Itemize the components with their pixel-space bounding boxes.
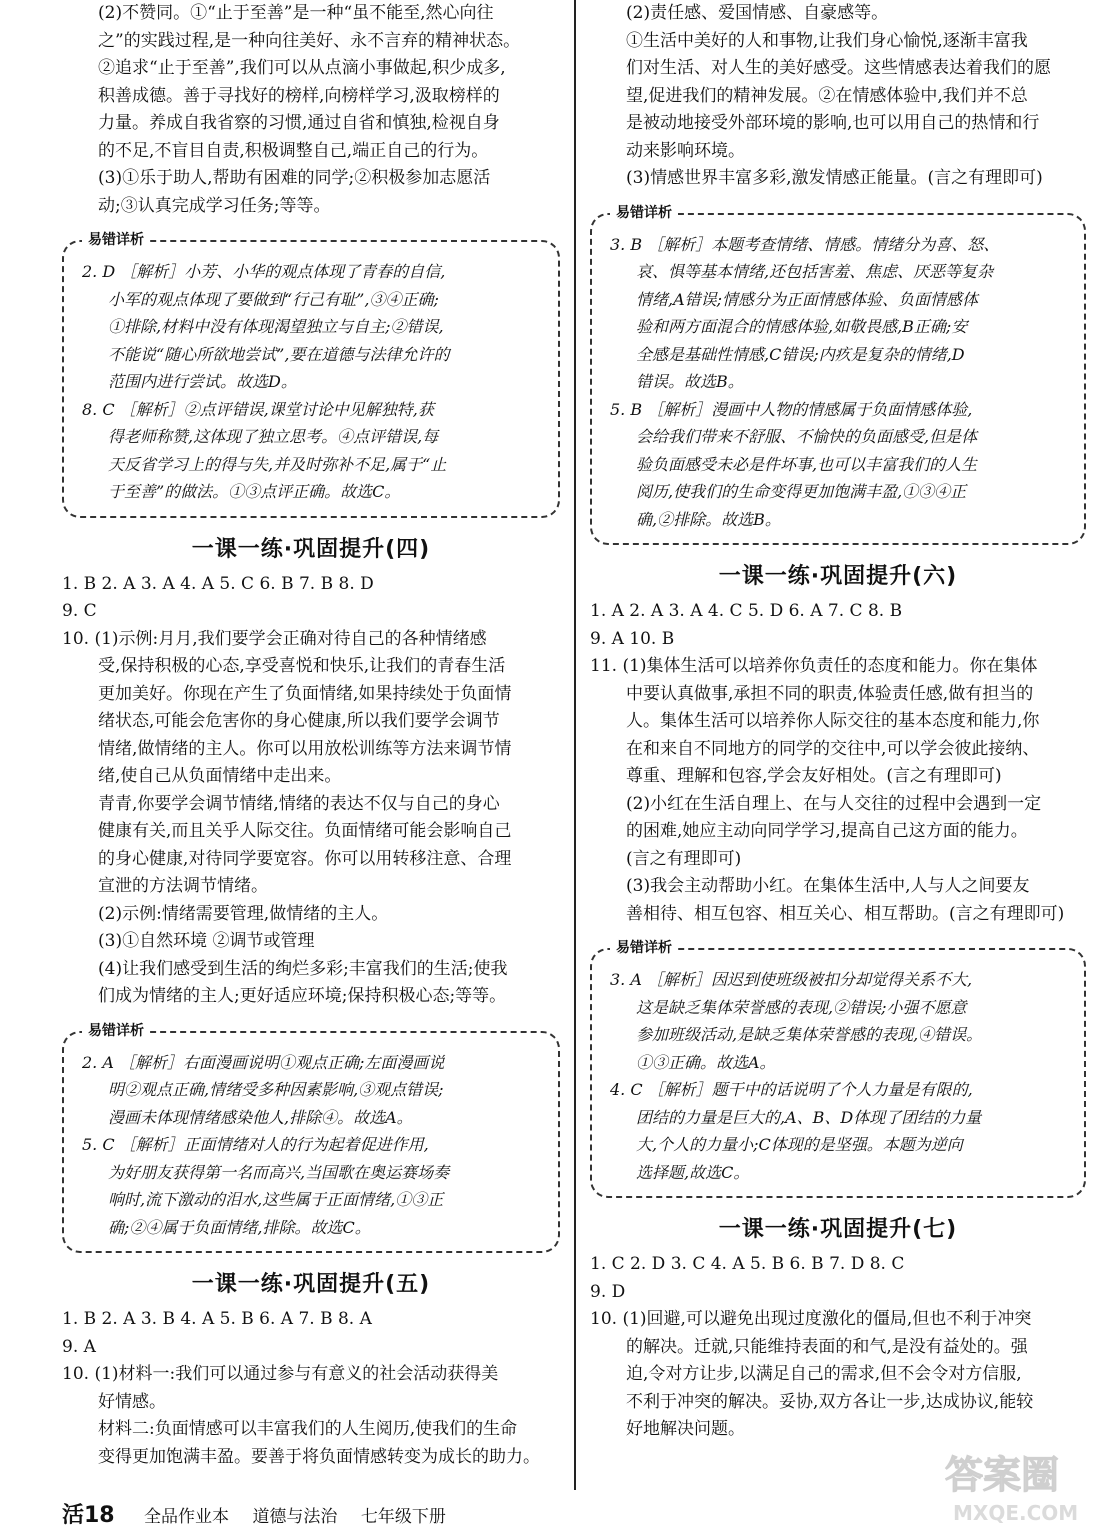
text-line: 力量。养成自我省察的习惯,通过自省和慎独,检视自身: [98, 113, 500, 133]
box-line: 会给我们带来不舒服、不愉快的负面感受,但是体: [636, 427, 978, 446]
box-line: ①排除,材料中没有体现渴望独立与自主;②错误,: [108, 317, 444, 336]
box-line: ①③正确。故选A。: [636, 1052, 776, 1072]
text-line: 善相待、相互包容、相互关心、相互帮助。(言之有理即可): [626, 903, 1065, 924]
text-line: 的困难,她应主动向同学学习,提高自己这方面的能力。: [626, 821, 1028, 841]
page-number: 活18: [62, 1503, 115, 1528]
box-line: 2. A ［解析］右面漫画说明①观点正确;左面漫画说: [82, 1052, 445, 1072]
box-label: 易错详析: [82, 1020, 150, 1040]
text-line: 好情感。: [98, 1391, 166, 1412]
right-top-text: [590, 0, 1086, 193]
box-line: 参加班级活动,是缺乏集体荣誉感的表现,④错误。: [636, 1025, 983, 1044]
text-line: 在和来自不同地方的同学的交往中,可以学会彼此接纳、: [626, 738, 1040, 759]
box-line: 4. C ［解析］题干中的话说明了个人力量是有限的,: [610, 1080, 973, 1099]
text-line: 的解决。迁就,只能维持表面的和气,是没有益处的。强: [626, 1336, 1028, 1357]
text-line: (2)小红在生活自理上、在与人交往的过程中会遇到一定: [626, 793, 1042, 814]
box-line: 情绪,A错误;情感分为正面情感体验、负面情感体: [636, 289, 979, 309]
text-line: 迫,令对方让步,以满足自己的需求,但不会令对方信服,: [626, 1364, 1022, 1384]
text-line: 10. (1)回避,可以避免出现过度激化的僵局,但也不利于冲突: [590, 1309, 1032, 1329]
text-line: (3)情感世界丰富多彩,激发情感正能量。(言之有理即可): [626, 168, 1043, 188]
text-line: 动;③认真完成学习任务;等等。: [98, 195, 331, 216]
box-line: 为好朋友获得第一名而高兴,当国歌在奥运赛场奏: [108, 1162, 450, 1182]
box-line: 于至善”的做法。①③点评正确。故选C。: [108, 482, 401, 501]
text-line: (2)不赞同。①“止于至善”是一种“虽不能至,然心向往: [98, 3, 494, 23]
error-analysis-box: [590, 940, 1086, 1198]
watermark-url: MXQE.COM: [953, 1501, 1079, 1525]
text-line: 健康有关,而且关乎人际交往。负面情绪可能会影响自己: [98, 821, 512, 841]
text-line: 们对生活、对人生的美好感受。这些情感表达着我们的愿: [626, 58, 1051, 78]
text-line: 9. C: [62, 601, 97, 621]
watermark-logo: [937, 1440, 1087, 1530]
section-body: [590, 1251, 1086, 1444]
text-line: 们成为情绪的主人;更好适应环境;保持积极心态;等等。: [98, 986, 507, 1006]
page-footer: [62, 1498, 446, 1529]
box-line: 错误。故选B。: [636, 372, 744, 391]
text-line: (4)让我们感受到生活的绚烂多彩;丰富我们的生活;使我: [98, 958, 508, 979]
text-line: (2)示例:情绪需要管理,做情绪的主人。: [98, 903, 389, 924]
text-line: ①生活中美好的人和事物,让我们身心愉悦,逐渐丰富我: [626, 30, 1028, 51]
subject-label: 道德与法治: [252, 1507, 338, 1527]
text-line: 的身心健康,对待同学要宽容。你可以用转移注意、合理: [98, 848, 512, 869]
box-line: 验和两方面混合的情感体验,如敬畏感,B正确;安: [636, 317, 968, 336]
box-line: 3. A ［解析］因迟到使班级被扣分却觉得关系不大,: [610, 970, 973, 989]
box-line: 5. B ［解析］漫画中人物的情感属于负面情感体验,: [610, 399, 973, 419]
text-line: 动来影响环境。: [626, 140, 745, 161]
text-line: 情绪,做情绪的主人。你可以用放松训练等方法来调节情: [98, 738, 512, 759]
text-line: (3)我会主动帮助小红。在集体生活中,人与人之间要友: [626, 876, 1030, 896]
text-line: 9. D: [590, 1281, 626, 1302]
text-line: 的不足,不盲目自责,积极调整自己,端正自己的行为。: [98, 140, 489, 161]
text-line: 青青,你要学会调节情绪,情绪的表达不仅与自己的身心: [98, 793, 500, 814]
box-line: 阅历,使我们的生命变得更加饱满丰盈,①③④正: [636, 482, 967, 501]
text-line: 绪状态,可能会危害你的身心健康,所以我们要学会调节: [98, 711, 500, 731]
text-line: 变得更加饱满丰盈。要善于将负面情感转变为成长的助力。: [98, 1446, 540, 1467]
text-line: 1. C 2. D 3. C 4. A 5. B 6. B 7. D 8. C: [590, 1254, 905, 1274]
text-line: 望,促进我们的精神发展。②在情感体验中,我们并不总: [626, 85, 1028, 106]
watermark-text: 答案圈: [945, 1453, 1060, 1497]
left-top-text: [62, 0, 560, 220]
box-label: 易错详析: [82, 229, 150, 249]
section-title: 一课一练·巩固提升(五): [191, 1272, 431, 1297]
text-line: 9. A: [62, 1336, 96, 1357]
box-line: 2. D ［解析］小芳、小华的观点体现了青春的自信,: [82, 262, 446, 281]
text-line: ②追求“止于至善”,我们可以从点滴小事做起,积少成多,: [98, 58, 506, 78]
section-title: 一课一练·巩固提升(六): [718, 564, 958, 589]
box-label: 易错详析: [610, 937, 678, 957]
text-line: 绪,使自己从负面情绪中走出来。: [98, 766, 342, 786]
box-line: 5. C ［解析］正面情绪对人的行为起着促进作用,: [82, 1135, 429, 1154]
text-line: 宣泄的方法调节情绪。: [98, 876, 268, 896]
text-line: 不利于冲突的解决。妥协,双方各让一步,达成协议,能较: [626, 1391, 1034, 1412]
box-line: 小军的观点体现了要做到“行己有耻”,③④正确;: [108, 289, 439, 309]
box-line: 全感是基础性情感,C错误;内疚是复杂的情绪,D: [636, 344, 965, 364]
text-line: 1. B 2. A 3. A 4. A 5. C 6. B 7. B 8. D: [62, 573, 374, 594]
box-line: 验负面感受未必是件坏事,也可以丰富我们的人生: [636, 454, 978, 474]
text-line: 材料二:负面情感可以丰富我们的人生阅历,使我们的生命: [98, 1419, 518, 1439]
box-line: 不能说“随心所欲地尝试”,要在道德与法律允许的: [108, 344, 450, 364]
section-body: [62, 1306, 560, 1471]
section-body: [62, 571, 560, 1011]
text-line: 1. B 2. A 3. B 4. A 5. B 6. A 7. B 8. A: [62, 1309, 372, 1329]
box-line: 范围内进行尝试。故选D。: [108, 372, 297, 391]
grade-label: 七年级下册: [360, 1507, 446, 1527]
error-analysis-box: [62, 1022, 560, 1254]
section-body: [590, 598, 1086, 928]
text-line: 好地解决问题。: [626, 1419, 745, 1439]
text-line: 是被动地接受外部环境的影响,也可以用自己的热情和行: [626, 113, 1040, 133]
text-line: (3)①乐于助人,帮助有困难的同学;②积极参加志愿活: [98, 168, 491, 188]
box-line: 选择题,故选C。: [636, 1162, 750, 1182]
text-line: 中要认真做事,承担不同的职责,体验责任感,做有担当的: [626, 683, 1034, 704]
text-line: 积善成德。善于寻找好的榜样,向榜样学习,汲取榜样的: [98, 85, 500, 106]
box-line: 3. B ［解析］本题考查情绪、情感。情绪分为喜、怒、: [610, 234, 1000, 254]
text-line: 受,保持积极的心态,享受喜悦和快乐,让我们的青春生活: [98, 656, 506, 676]
box-line: 确,②排除。故选B。: [636, 509, 781, 529]
text-line: 9. A 10. B: [590, 628, 675, 649]
box-line: 明②观点正确,情绪受多种因素影响,③观点错误;: [108, 1080, 444, 1099]
box-line: 大,个人的力量小;C体现的是坚强。本题为逆向: [636, 1135, 963, 1154]
text-line: 10. (1)示例:月月,我们要学会正确对待自己的各种情绪感: [62, 628, 487, 649]
text-line: 更加美好。你现在产生了负面情绪,如果持续处于负面情: [98, 683, 512, 704]
text-line: (3)①自然环境 ②调节或管理: [98, 931, 315, 951]
text-line: 1. A 2. A 3. A 4. C 5. D 6. A 7. C 8. B: [590, 601, 903, 621]
box-label: 易错详析: [610, 202, 678, 222]
box-line: 团结的力量是巨大的,A、B、D体现了团结的力量: [636, 1107, 982, 1127]
left-column: [62, 0, 560, 1471]
right-column: [590, 0, 1086, 1444]
text-line: 人。集体生活可以培养你人际交往的基本态度和能力,你: [626, 711, 1040, 731]
text-line: 10. (1)材料一:我们可以通过参与有意义的社会活动获得美: [62, 1364, 499, 1384]
box-line: 响时,流下激动的泪水,这些属于正面情绪,①③正: [108, 1190, 444, 1209]
text-line: (言之有理即可): [626, 848, 742, 869]
text-line: 尊重、理解和包容,学会友好相处。(言之有理即可): [626, 766, 1002, 786]
book-title: 全品作业本: [144, 1507, 230, 1527]
box-line: 哀、惧等基本情绪,还包括害羞、焦虑、厌恶等复杂: [636, 262, 994, 281]
box-line: 得老师称赞,这体现了独立思考。④点评错误,每: [108, 427, 439, 446]
box-line: 确;②④属于负面情绪,排除。故选C。: [108, 1217, 371, 1237]
text-line: 之”的实践过程,是一种向往美好、永不言弃的精神状态。: [98, 30, 521, 51]
error-analysis-box: [590, 204, 1086, 546]
box-line: 天反省学习上的得与失,并及时弥补不足,属于“止: [108, 454, 447, 474]
column-divider: [574, 0, 576, 1490]
box-line: 这是缺乏集体荣誉感的表现,②错误;小强不愿意: [636, 997, 967, 1017]
error-analysis-box: [62, 232, 560, 518]
box-line: 漫画未体现情绪感染他人,排除④。故选A。: [108, 1107, 413, 1127]
section-title: 一课一练·巩固提升(四): [191, 536, 431, 562]
box-line: 8. C ［解析］②点评错误,课堂讨论中见解独特,获: [82, 399, 434, 419]
section-title: 一课一练·巩固提升(七): [718, 1217, 958, 1242]
text-line: (2)责任感、爱国情感、自豪感等。: [626, 3, 889, 23]
text-line: 11. (1)集体生活可以培养你负责任的态度和能力。你在集体: [590, 656, 1038, 676]
